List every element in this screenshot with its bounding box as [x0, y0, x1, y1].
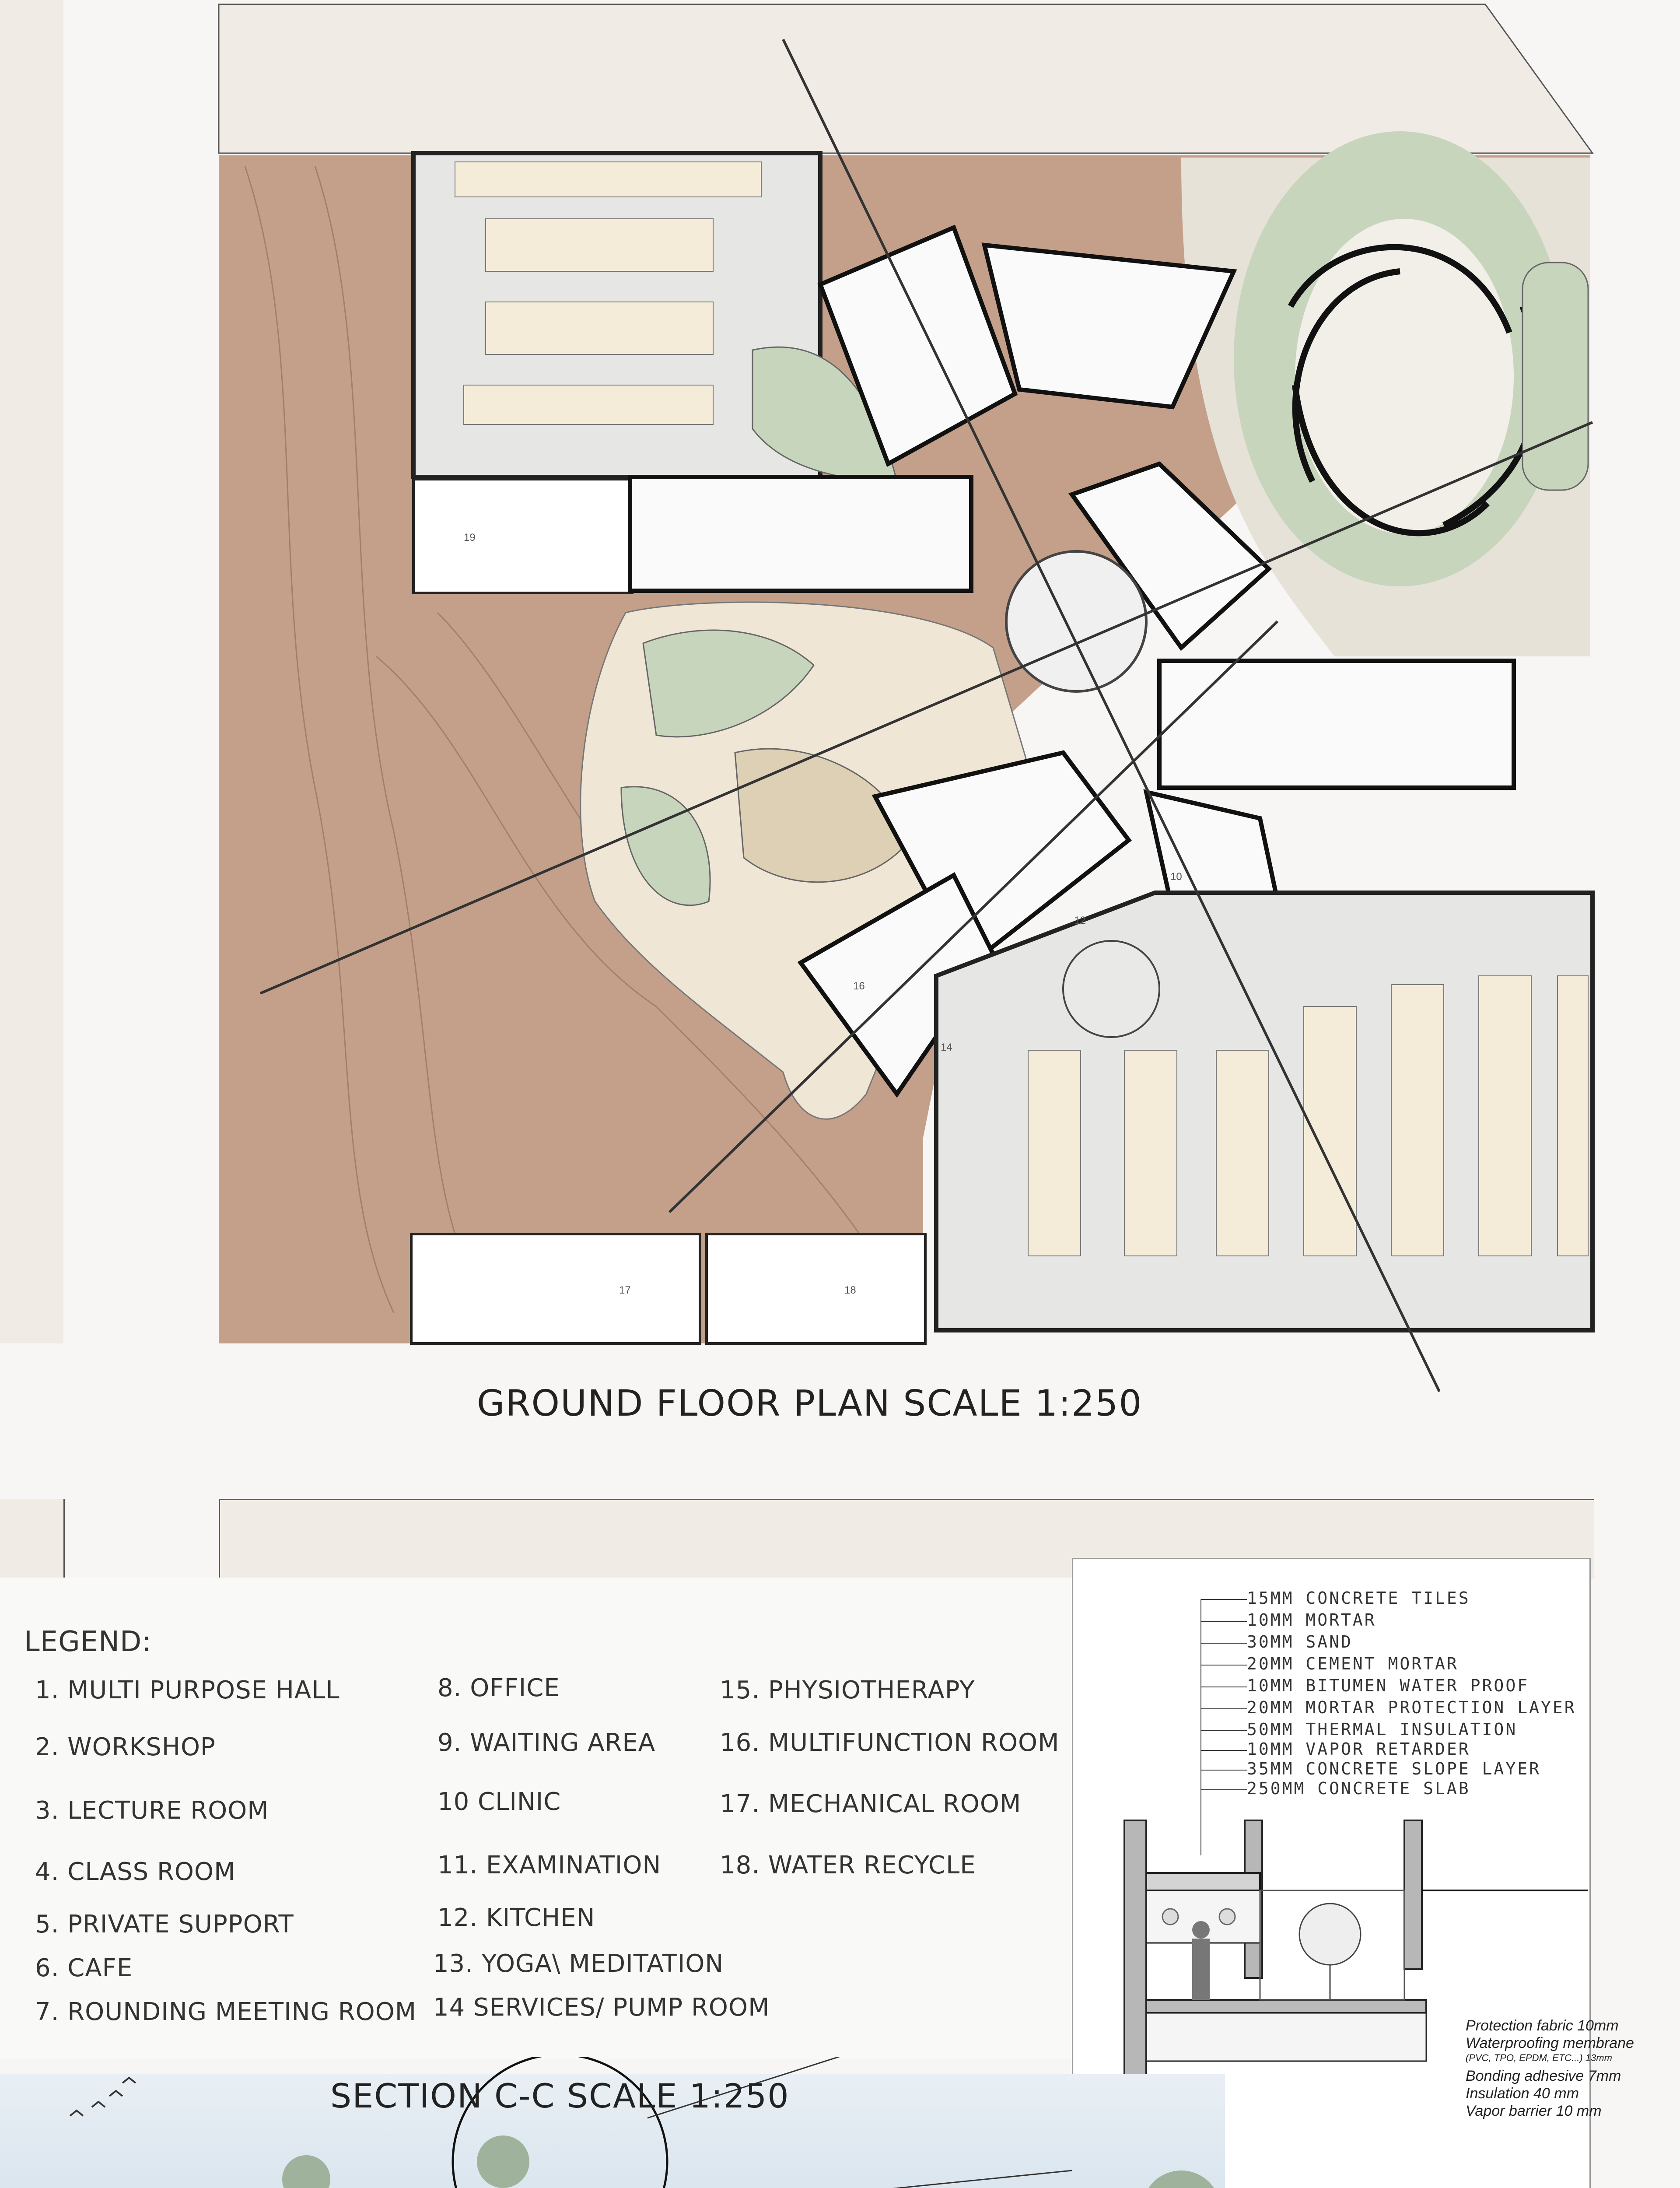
legend-item-8: 8. OFFICE: [438, 1674, 560, 1702]
roof-layer-5: 10MM BITUMEN WATER PROOF: [1247, 1676, 1530, 1695]
left-lower-strip: [0, 1499, 65, 1578]
person-figure: [1192, 1921, 1210, 2000]
legend-item-7: 7. ROUNDING MEETING ROOM: [35, 1998, 417, 2026]
legend-item-4: 4. CLASS ROOM: [35, 1858, 236, 1886]
roof-layer-8: 10MM VAPOR RETARDER: [1247, 1739, 1470, 1759]
roundabout: [1063, 941, 1159, 1037]
roof-layer-1: 15MM CONCRETE TILES: [1247, 1588, 1470, 1608]
legend-item-13: 13. YOGA\ MEDITATION: [433, 1950, 724, 1978]
top-block: [219, 4, 1592, 153]
mechanical-block-19: [413, 479, 632, 593]
section-drawing: [0, 2057, 1680, 2188]
legend-item-9: 9. WAITING AREA: [438, 1729, 656, 1757]
legend-item-18: 18. WATER RECYCLE: [720, 1851, 976, 1879]
legend-item-3: 3. LECTURE ROOM: [35, 1796, 269, 1825]
room-number-10: 10: [1170, 871, 1182, 883]
legend-item-12: 12. KITCHEN: [438, 1904, 595, 1932]
roof-layer-2: 10MM MORTAR: [1247, 1610, 1376, 1630]
legend-item-14: 14 SERVICES/ PUMP ROOM: [433, 1993, 770, 2022]
room-number-14: 14: [941, 1041, 952, 1053]
legend-item-6: 6. CAFE: [35, 1954, 133, 1982]
tree-strip-east: [1522, 263, 1588, 490]
wall-layer-3: (PVC, TPO, EPDM, ETC...) 13mm: [1466, 2052, 1612, 2063]
legend-item-10: 10 CLINIC: [438, 1788, 561, 1816]
roof-layer-10: 250MM CONCRETE SLAB: [1247, 1779, 1470, 1798]
section-title: SECTION C-C SCALE 1:250: [330, 2076, 790, 2115]
roof-layer-6: 20MM MORTAR PROTECTION LAYER: [1247, 1698, 1576, 1717]
legend-heading: LEGEND:: [24, 1626, 152, 1658]
room-number-18: 18: [844, 1284, 856, 1296]
legend-item-11: 11. EXAMINATION: [438, 1851, 662, 1879]
wall-layer-1: Protection fabric 10mm: [1466, 2017, 1619, 2034]
spiral-garden: [1234, 131, 1566, 586]
left-strip: [0, 0, 63, 1343]
legend-item-17: 17. MECHANICAL ROOM: [720, 1790, 1022, 1818]
legend-item-1: 1. MULTI PURPOSE HALL: [35, 1676, 340, 1704]
legend-item-16: 16. MULTIFUNCTION ROOM: [720, 1729, 1060, 1757]
room-number-12: 12: [1074, 915, 1086, 926]
room-number-19: 19: [464, 532, 476, 543]
legend-item-2: 2. WORKSHOP: [35, 1733, 216, 1761]
roof-layer-9: 35MM CONCRETE SLOPE LAYER: [1247, 1759, 1541, 1778]
room-number-17: 17: [619, 1284, 631, 1296]
wall-layer-4: Bonding adhesive 7mm: [1466, 2068, 1621, 2084]
room-number-16: 16: [853, 980, 865, 992]
legend-item-5: 5. PRIVATE SUPPORT: [35, 1910, 294, 1939]
plan-title: GROUND FLOOR PLAN SCALE 1:250: [477, 1383, 1143, 1424]
roof-layer-4: 20MM CEMENT MORTAR: [1247, 1654, 1459, 1673]
wall-layer-6: Vapor barrier 10 mm: [1466, 2103, 1602, 2119]
roof-layer-3: 30MM SAND: [1247, 1632, 1353, 1652]
wall-layer-5: Insulation 40 mm: [1466, 2085, 1579, 2102]
mechanical-block-17: [411, 1234, 700, 1343]
tree-figure: [1299, 1904, 1361, 2000]
water-recycle-block-18: [707, 1234, 925, 1343]
legend-item-15: 15. PHYSIOTHERAPY: [720, 1676, 975, 1704]
wall-layer-2: Waterproofing membrane: [1466, 2035, 1634, 2051]
roof-layer-7: 50MM THERMAL INSULATION: [1247, 1720, 1518, 1739]
